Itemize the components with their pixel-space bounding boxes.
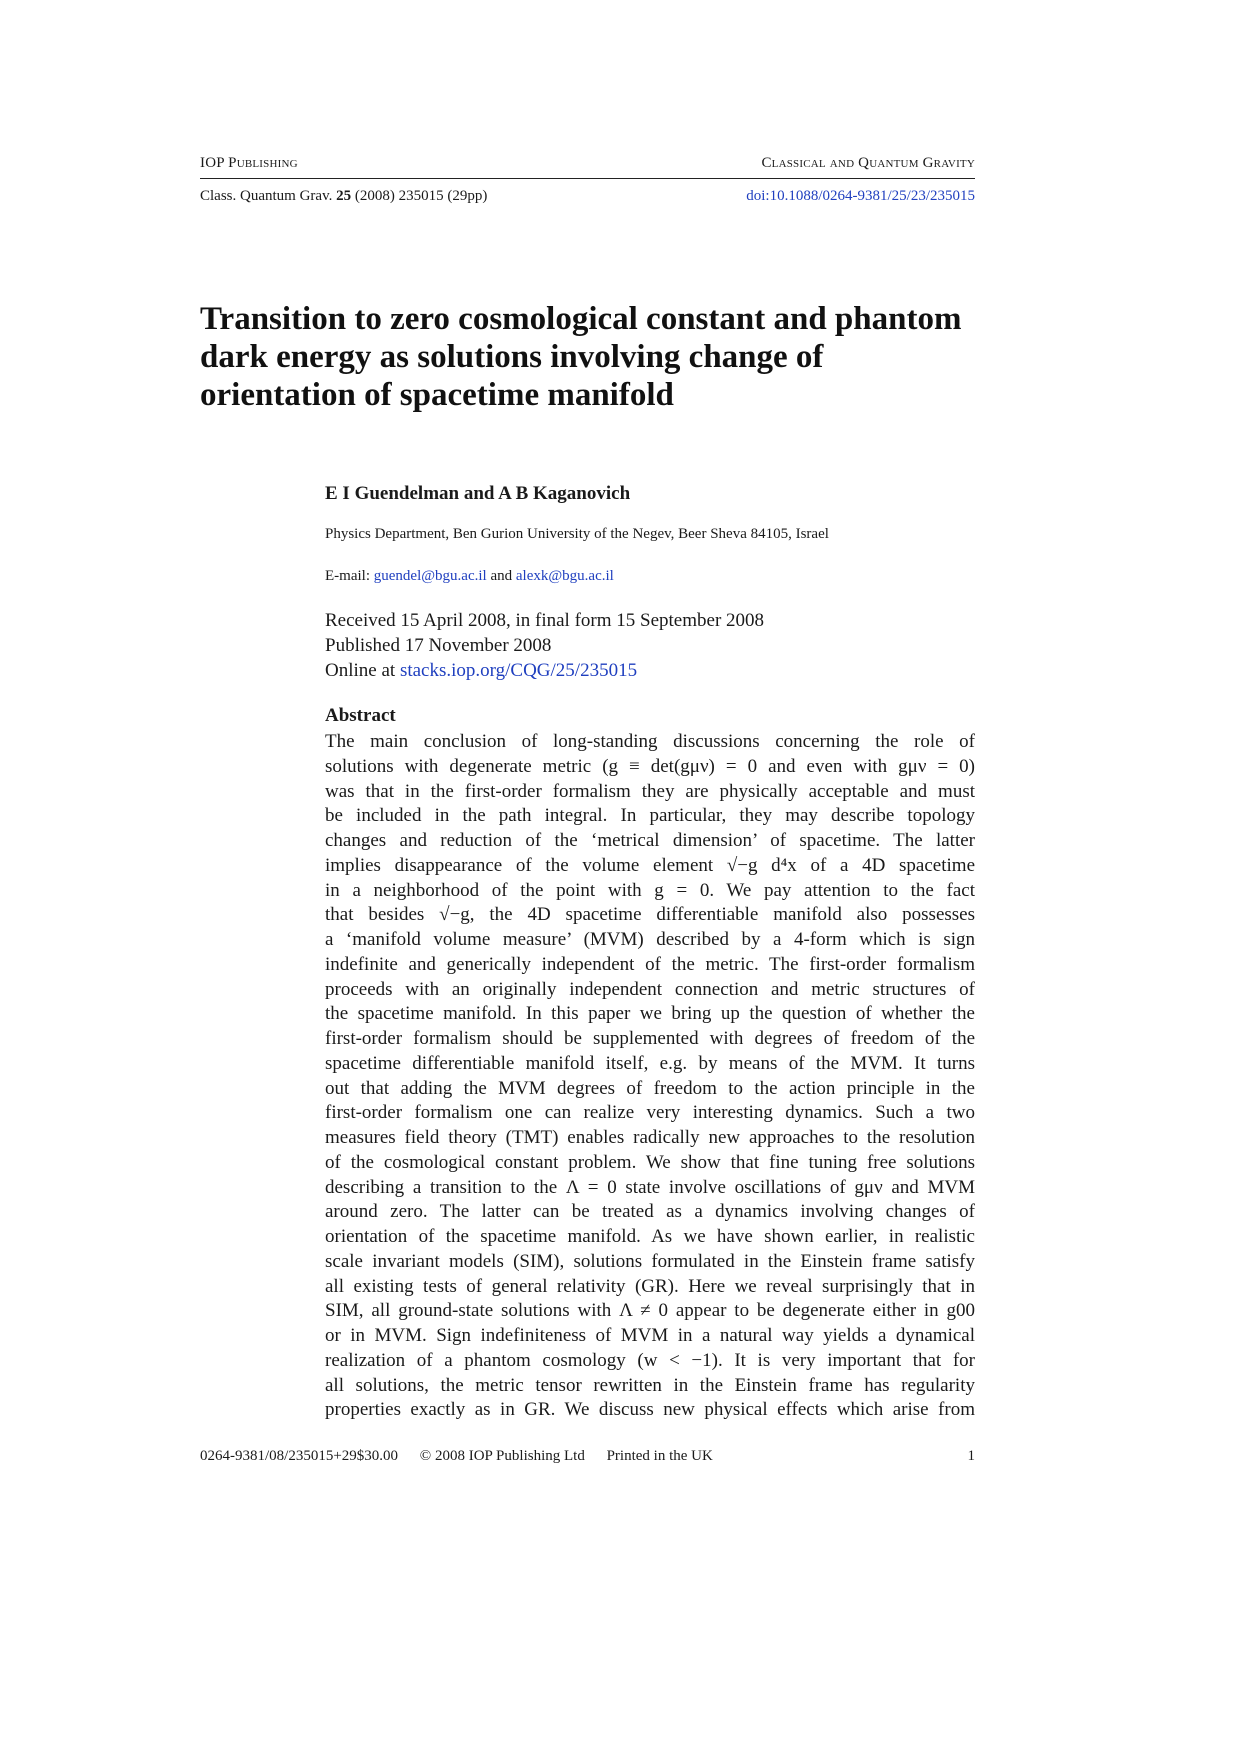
abstract-line: be included in the path integral. In particular, they may describe topology (325, 805, 975, 827)
citation-volume: 25 (336, 188, 352, 204)
page-number: 1 (967, 1448, 975, 1464)
email-link-2[interactable]: alexk@bgu.ac.il (515, 568, 614, 584)
abstract-line: that besides √−g, the 4D spacetime differentiable manifold also possesses (325, 904, 975, 926)
online-url-link[interactable]: stacks.iop.org/CQG/25/235015 (399, 660, 638, 681)
abstract-line: in a neighborhood of the point with g = 0. We pay attention to the fact (325, 879, 975, 901)
abstract-line: measures field theory (TMT) enables radically new approaches to the resolution (325, 1127, 975, 1148)
abstract-line: The main conclusion of long-standing discussions concerning the role of (325, 731, 975, 752)
footer-info (200, 1448, 731, 1465)
header-rule (200, 178, 975, 179)
email-link-1[interactable]: guendel@bgu.ac.il (373, 568, 487, 584)
abstract-line: was that in the first-order formalism they are physically acceptable and must (325, 780, 975, 802)
abstract-line: first-order formalism one can realize very interesting dynamics. Such a two (325, 1102, 975, 1124)
online-label: Online at (325, 660, 396, 681)
doi-link[interactable]: doi:10.1088/0264-9381/25/23/235015 (746, 188, 975, 204)
publication-dates (325, 608, 764, 683)
published-date: Published 17 November 2008 (325, 635, 552, 656)
online-line (325, 658, 764, 683)
abstract-line: realization of a phantom cosmology (w < −1). It is very important that for (325, 1349, 975, 1371)
footer-code: 0264-9381/08/235015+29$30.00 (200, 1448, 399, 1464)
abstract-line: properties exactly as in GR. We discuss new physical effects which arise from (325, 1399, 975, 1421)
abstract-line: scale invariant models (SIM), solutions formulated in the Einstein frame satisfy (325, 1250, 975, 1272)
abstract-line: describing a transition to the Λ = 0 state involve oscillations of gμν and MVM (325, 1176, 975, 1198)
abstract-line: changes and reduction of the ‘metrical dimension’ of spacetime. The latter (325, 830, 975, 851)
paper-title (200, 300, 980, 414)
email-conjunction: and (490, 568, 513, 584)
abstract-line: proceeds with an originally independent connection and metric structures of (325, 978, 975, 1000)
abstract-line: SIM, all ground-state solutions with Λ ≠ 0 appear to be degenerate either in g00 (325, 1300, 975, 1322)
journal-name: Classical and Quantum Gravity (761, 155, 975, 171)
citation (200, 188, 487, 205)
affiliation: Physics Department, Ben Gurion University of the Negev, Beer Sheva 84105, Israel (325, 526, 829, 542)
abstract-line: implies disappearance of the volume element √−g d⁴x of a 4D spacetime (325, 854, 975, 876)
email-label: E-mail: (325, 568, 370, 584)
publisher-name: IOP Publishing (200, 155, 298, 171)
abstract-line: spacetime differentiable manifold itself, e.g. by means of the MVM. It turns (325, 1052, 975, 1074)
email-line (325, 568, 614, 585)
abstract-line: solutions with degenerate metric (g ≡ det(gμν) = 0 and even with gμν = 0) (325, 755, 975, 777)
abstract-line: all solutions, the metric tensor rewritten in the Einstein frame has regularity (325, 1374, 975, 1396)
title-line: orientation of spacetime manifold (200, 377, 674, 413)
abstract-line: indefinite and generically independent of the metric. The first-order formalism (325, 953, 975, 975)
abstract-line: all existing tests of general relativity (GR). Here we reveal surprisingly that in (325, 1275, 975, 1297)
received-date: Received 15 April 2008, in final form 15 September 2008 (325, 610, 765, 631)
footer-copyright: © 2008 IOP Publishing Ltd (419, 1448, 585, 1464)
title-line: Transition to zero cosmological constant and phantom (200, 301, 962, 337)
title-line: dark energy as solutions involving change of (200, 339, 824, 375)
running-header (200, 155, 975, 172)
abstract-line: of the cosmological constant problem. We show that fine tuning free solutions (325, 1151, 975, 1173)
abstract-heading: Abstract (325, 705, 396, 726)
abstract-line: first-order formalism should be supplemented with degrees of freedom of the (325, 1028, 975, 1049)
abstract-line: orientation of the spacetime manifold. As we have shown earlier, in realistic (325, 1226, 975, 1247)
abstract-line: the spacetime manifold. In this paper we bring up the question of whether the (325, 1003, 975, 1025)
footer-printed: Printed in the UK (606, 1448, 713, 1464)
abstract-line: around zero. The latter can be treated as a dynamics involving changes of (325, 1201, 975, 1223)
citation-details: (2008) 235015 (29pp) (354, 188, 488, 204)
abstract-line: out that adding the MVM degrees of freedom to the action principle in the (325, 1077, 975, 1099)
authors: E I Guendelman and A B Kaganovich (325, 483, 631, 504)
abstract-line: or in MVM. Sign indefiniteness of MVM in a natural way yields a dynamical (325, 1325, 975, 1346)
abstract-body (325, 730, 975, 1423)
citation-row (200, 188, 975, 205)
abstract-line: a ‘manifold volume measure’ (MVM) described by a 4-form which is sign (325, 929, 975, 950)
citation-journal: Class. Quantum Grav. (200, 188, 333, 204)
page-footer (200, 1448, 975, 1465)
